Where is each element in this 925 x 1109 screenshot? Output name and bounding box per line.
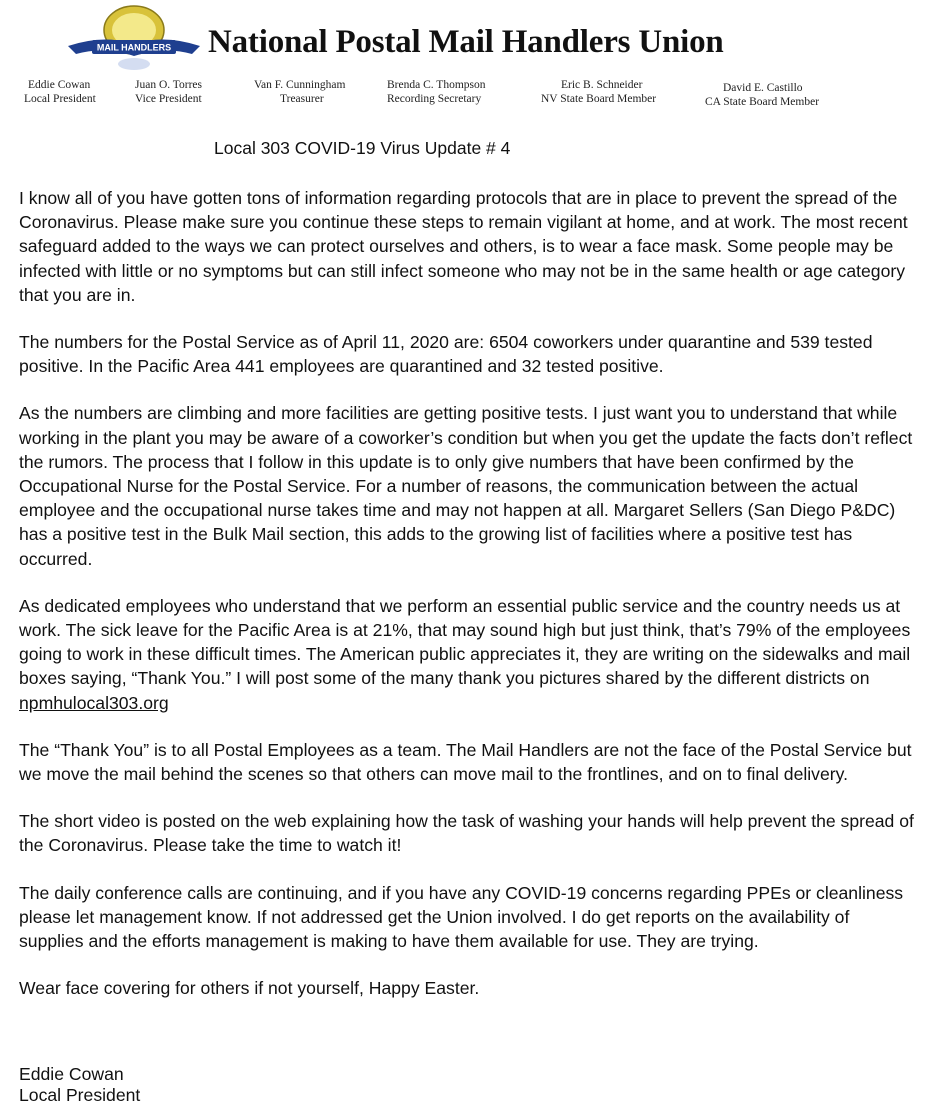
- letter-body: [19, 186, 914, 1023]
- officer-vice-president: [135, 78, 202, 106]
- paragraph-4: [19, 594, 914, 715]
- officer-recording-secretary: [387, 78, 486, 106]
- org-name: National Postal Mail Handlers Union: [208, 24, 724, 60]
- paragraph-2: The numbers for the Postal Service as of April 11, 2020 are: 6504 coworkers under quarantine and 539 tested positive. In the Pacific Area 441 employees are quarantined and 32 tested positive.: [19, 332, 873, 377]
- officer-name: Juan O. Torres: [135, 79, 203, 91]
- officer-treasurer: [254, 78, 345, 106]
- officer-title: CA State Board Member: [705, 96, 820, 108]
- paragraph-8: Wear face covering for others if not yourself, Happy Easter.: [19, 978, 480, 999]
- officer-name: Eric B. Schneider: [561, 79, 643, 91]
- officer-ca-board-member: [705, 81, 819, 109]
- officer-name: Van F. Cunningham: [254, 79, 346, 91]
- officer-title: Local President: [24, 93, 96, 105]
- paragraph-3: As the numbers are climbing and more facilities are getting positive tests. I just want you to understand that while working in the plant you may be aware of a coworker’s condition but when you get the update the facts don’t reflect the rumors. The process that I follow in this update is to only give numbers that have been confirmed by the Occupational Nurse for the Postal Service. For a number of reasons, the communication between the actual employee and the occupational nurse takes time and may not happen at all. Margaret Sellers (San Diego P&DC) has a positive test in the Bulk Mail section, this adds to the growing list of facilities where a positive test has occurred.: [19, 403, 913, 569]
- signature-name: Eddie Cowan: [19, 1064, 124, 1084]
- signature-title: Local President: [19, 1085, 141, 1105]
- officer-title: Recording Secretary: [387, 93, 482, 105]
- paragraph-1: I know all of you have gotten tons of information regarding protocols that are in place to prevent the spread of the Coronavirus. Please make sure you continue these steps to remain vigilant at home, and at work. The most recent safeguard added to the ways we can protect ourselves and others, is to wear a face mask. Some people may be infected with little or no symptoms but can still infect someone who may not be in the same health or age category that you are in.: [19, 188, 908, 305]
- officer-name: Brenda C. Thompson: [387, 79, 486, 91]
- union-logo-icon: [64, 4, 204, 76]
- paragraph-6: The short video is posted on the web explaining how the task of washing your hands will help prevent the spread of the Coronavirus. Please take the time to watch it!: [19, 811, 914, 856]
- officer-nv-board-member: [541, 78, 656, 106]
- letterhead: [0, 0, 925, 118]
- officer-president: [24, 78, 96, 106]
- paragraph-4-text: As dedicated employees who understand that we perform an essential public service and the country needs us at work. The sick leave for the Pacific Area is at 21%, that may sound high but just think, that’s 79% of the employees going to work in these difficult times. The American public appreciates it, they are writing on the sidewalks and mail boxes saying, “Thank You.” I will post some of the many thank you pictures shared by the different districts on: [19, 595, 911, 689]
- officer-title: Vice President: [135, 93, 202, 105]
- officer-name: David E. Castillo: [723, 82, 803, 94]
- paragraph-5: The “Thank You” is to all Postal Employees as a team. The Mail Handlers are not the face of the Postal Service but we move the mail behind the scenes so that others can move mail to the frontlines, and on to final delivery.: [19, 739, 912, 785]
- officers-row: [0, 78, 925, 114]
- officer-name: Eddie Cowan: [28, 79, 91, 91]
- officer-title: Treasurer: [280, 93, 324, 105]
- letter-subject: Local 303 COVID-19 Virus Update # 4: [214, 138, 511, 158]
- logo-text: MAIL HANDLERS: [96, 42, 172, 53]
- paragraph-7: The daily conference calls are continuing, and if you have any COVID-19 concerns regarding PPEs or cleanliness please let management know. If not addressed get the Union involved. I do get reports on the availability of supplies and the efforts management is making to have them available for use. They are trying.: [19, 882, 904, 952]
- officer-title: NV State Board Member: [541, 93, 657, 105]
- signature-block: [19, 1064, 140, 1106]
- website-link[interactable]: npmhulocal303.org: [19, 692, 169, 713]
